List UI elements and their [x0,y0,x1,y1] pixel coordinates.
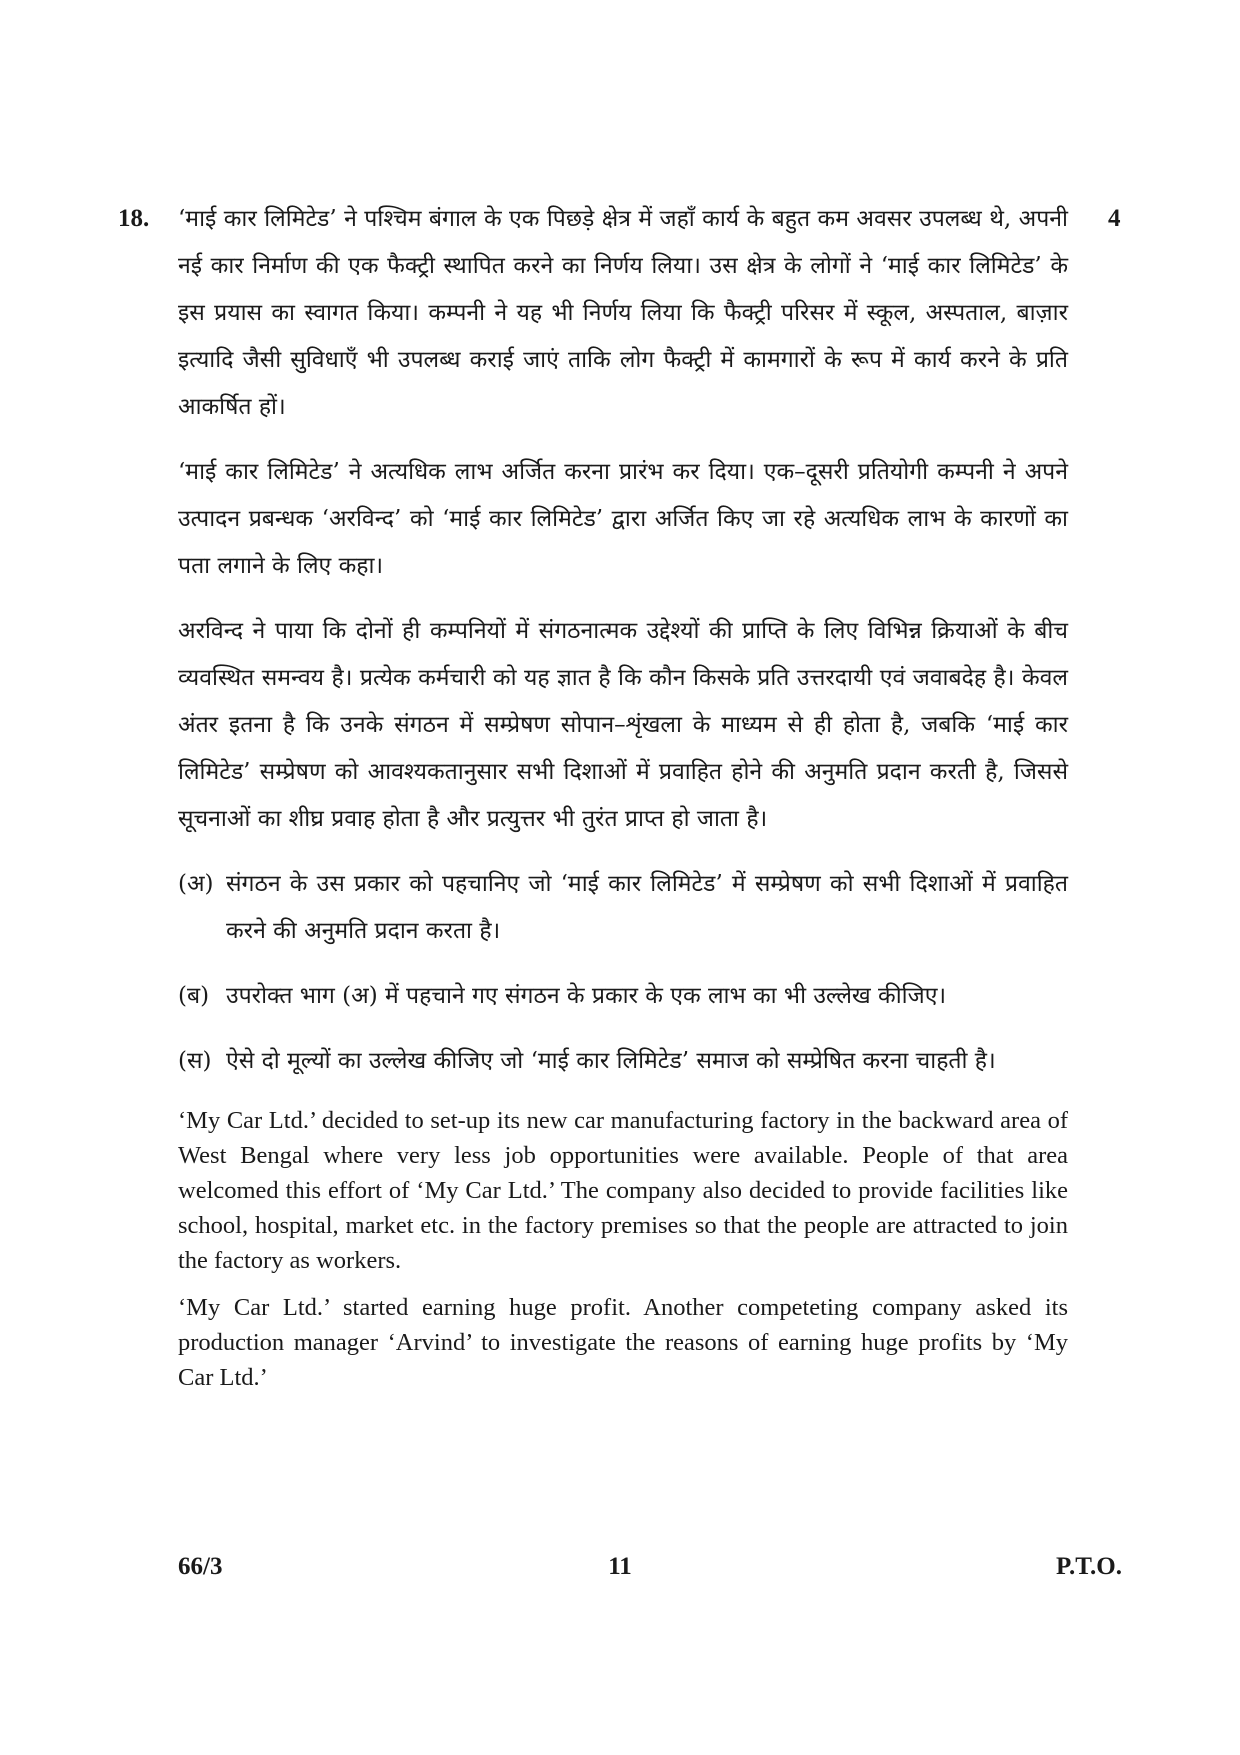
sub-question-label: (ब) [178,983,210,1009]
sub-question-a [178,861,1068,955]
question-number: 18. [118,205,150,232]
hindi-paragraph-2: ‘माई कार लिमिटेड’ ने अत्यधिक लाभ अर्जित करना प्रारंभ कर दिया। एक–दूसरी प्रतियोगी कम्पनी ने अपने उत्पादन प्रबन्धक ‘अरविन्द’ को ‘माई कार लिमिटेड’ द्वारा अर्जित किए जा रहे अत्यधिक लाभ के कारणों का पता लगाने के लिए कहा। [178,459,1068,579]
hindi-paragraph-3: अरविन्द ने पाया कि दोनों ही कम्पनियों में संगठनात्मक उद्देश्यों की प्राप्ति के लिए विभिन्न क्रियाओं के बीच व्यवस्थित समन्वय है। प्रत्येक कर्मचारी को यह ज्ञात है कि कौन किसके प्रति उत्तरदायी एवं जवाबदेह है। केवल अंतर इतना है कि उनके संगठन में सम्प्रेषण सोपान–शृंखला के माध्यम से ही होता है, जबकि ‘माई कार लिमिटेड’ सम्प्रेषण को आवश्यकतानुसार सभी दिशाओं में प्रवाहित होने की अनुमति प्रदान करती है, जिससे सूचनाओं का शीघ्र प्रवाह होता है और प्रत्युत्तर भी तुरंत प्राप्त हो जाता है। [178,618,1068,832]
english-paragraph-2: ‘My Car Ltd.’ started earning huge profit. Another competeting company asked its production manager ‘Arvind’ to investigate the reasons of earning huge profits by ‘My Car Ltd.’ [178,1294,1068,1391]
hindi-paragraph-1: ‘माई कार लिमिटेड’ ने पश्चिम बंगाल के एक पिछड़े क्षेत्र में जहाँ कार्य के बहुत कम अवसर उपलब्ध थे, अपनी नई कार निर्माण की एक फैक्ट्री स्थापित करने का निर्णय लिया। उस क्षेत्र के लोगों ने ‘माई कार लिमिटेड’ के इस प्रयास का स्वागत किया। कम्पनी ने यह भी निर्णय लिया कि फैक्ट्री परिसर में स्कूल, अस्पताल, बाज़ार इत्यादि जैसी सुविधाएँ भी उपलब्ध कराई जाएं ताकि लोग फैक्ट्री में कामगारों के रूप में कार्य करने के प्रति आकर्षित हों। [178,206,1068,420]
sub-question-text: उपरोक्त भाग (अ) में पहचाने गए संगठन के प्रकार के एक लाभ का भी उल्लेख कीजिए। [226,983,947,1009]
page-number: 11 [608,1553,632,1580]
paper-code: 66/3 [178,1553,223,1580]
sub-question-text: ऐसे दो मूल्यों का उल्लेख कीजिए जो ‘माई कार लिमिटेड’ समाज को सम्प्रेषित करना चाहती है। [226,1048,996,1074]
sub-question-b [178,973,1068,1020]
sub-question-c [178,1038,1068,1085]
please-turn-over: P.T.O. [1056,1553,1122,1580]
english-paragraph-1: ‘My Car Ltd.’ decided to set-up its new car manufacturing factory in the backward area of West Bengal where very less job opportunities were available. People of that area welcomed this effort of ‘My Car Ltd.’ The company also decided to provide facilities like school, hospital, market etc. in the factory premises so that the people are attracted to join the factory as workers. [178,1107,1068,1274]
sub-question-text: संगठन के उस प्रकार को पहचानिए जो ‘माई कार लिमिटेड’ में सम्प्रेषण को सभी दिशाओं में प्रवाहित करने की अनुमति प्रदान करता है। [226,871,1068,944]
sub-question-label: (स) [178,1048,212,1074]
sub-question-label: (अ) [178,871,214,897]
question-marks: 4 [1108,205,1121,232]
question-body [178,196,1068,1407]
